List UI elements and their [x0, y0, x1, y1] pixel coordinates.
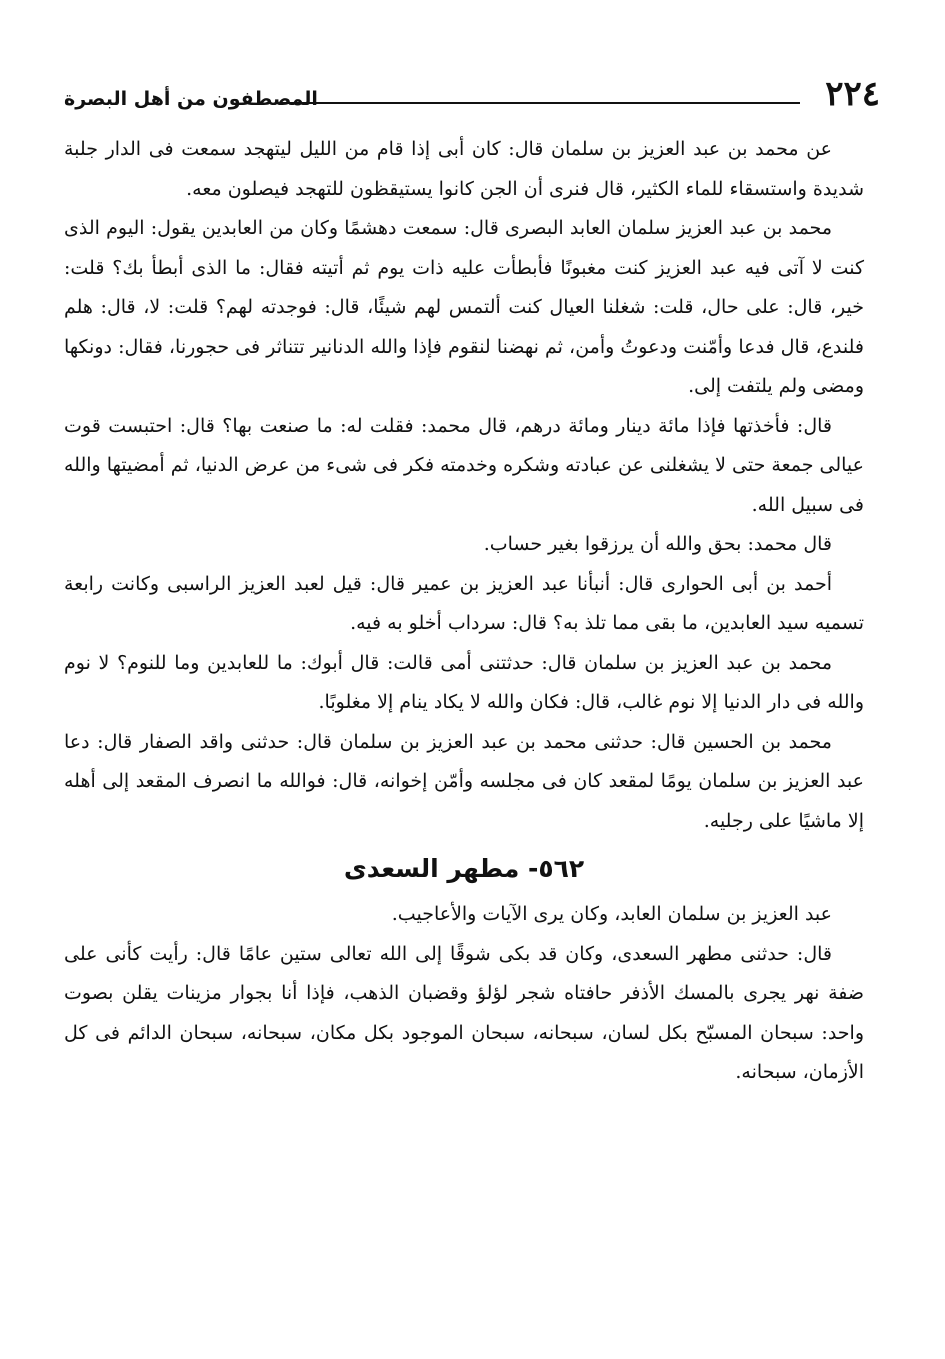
header-rule: [282, 102, 800, 104]
paragraph: محمد بن الحسين قال: حدثنى محمد بن عبد العزيز بن سلمان قال: حدثنى واقد الصفار قال: دعا عبد العزيز بن سلمان يومًا لمقعد كان فى مجلسه وأمّن إخوانه، قال: فوالله ما انصرف المقعد إلى أهله إلا ماشيًا على رجليه.: [64, 730, 864, 832]
section-heading: ٥٦٢- مطهر السعدى: [343, 854, 585, 883]
paragraph: عن محمد بن عبد العزيز بن سلمان قال: كان أبى إذا قام من الليل ليتهجد سمعت فى الدار جلبة شديدة واستسقاء للماء الكثير، قال فنرى أن الجن كانوا يستيقظون للتهجد فيصلون معه.: [64, 138, 864, 200]
page-body: [64, 130, 864, 1093]
paragraph: قال: فأخذتها فإذا مائة دينار ومائة درهم، قال محمد: فقلت له: ما صنعت بها؟ قال: احتبست قوت عيالى جمعة حتى لا يشغلنى عن عبادته وشكره وخدمته فكر فى شىء من عرض الدنيا، ثم أمضيتها والله فى سبيل الله.: [64, 414, 864, 516]
paragraph: محمد بن عبد العزيز سلمان العابد البصرى قال: سمعت دهشمًا وكان من العابدين يقول: اليوم الذى كنت لا آتى فيه عبد العزيز كنت مغبونًا فأبطأت عليه ذات يوم ثم أتيته فقال: ما الذى أبطأ بك؟ قلت: خير، قال: على حال، قلت: شغلنا العيال كنت ألتمس لهم شيئًا، قال: فوجدته لهم؟ قلت: لا، قال: هلم فلندع، قال فدعا وأمّنت ودعوتُ وأمن، ثم نهضنا لنقوم فإذا والله الدنانير تتناثر فى حجورنا، فقال: دونكها ومضى ولم يلتفت إلى.: [64, 217, 864, 397]
page-number: ٢٢٤: [825, 74, 880, 114]
paragraph: عبد العزيز بن سلمان العابد، وكان يرى الآيات والأعاجيب.: [391, 903, 832, 925]
running-title: المصطفون من أهل البصرة: [64, 88, 318, 110]
page-header: [64, 74, 880, 120]
paragraph: قال: حدثنى مطهر السعدى، وكان قد بكى شوقًا إلى الله تعالى ستين عامًا قال: رأيت كأنى على ضفة نهر يجرى بالمسك الأذفر حافتاه شجر لؤلؤ وقضبان الذهب، فإذا أنا بجوار مزينات يقلن بصوت واحد: سبحان المسبّح بكل لسان، سبحانه، سبحان الموجود بكل مكان، سبحانه، سبحان الدائم فى كل الأزمان، سبحانه.: [64, 942, 864, 1083]
paragraph: محمد بن عبد العزيز بن سلمان قال: حدثتنى أمى قالت: قال أبوك: ما للعابدين وما للنوم؟ لا نوم والله فى دار الدنيا إلا نوم غالب، قال: فكان والله لا يكاد ينام إلا مغلوبًا.: [64, 651, 864, 713]
paragraph: قال محمد: بحق والله أن يرزقوا بغير حساب.: [483, 533, 832, 555]
paragraph: أحمد بن أبى الحوارى قال: أنبأنا عبد العزيز بن عمير قال: قيل لعبد العزيز الراسبى وكانت رابعة تسميه سيد العابدين، ما بقى مما تلذ به؟ قال: سرداب أخلو به فيه.: [64, 572, 864, 634]
